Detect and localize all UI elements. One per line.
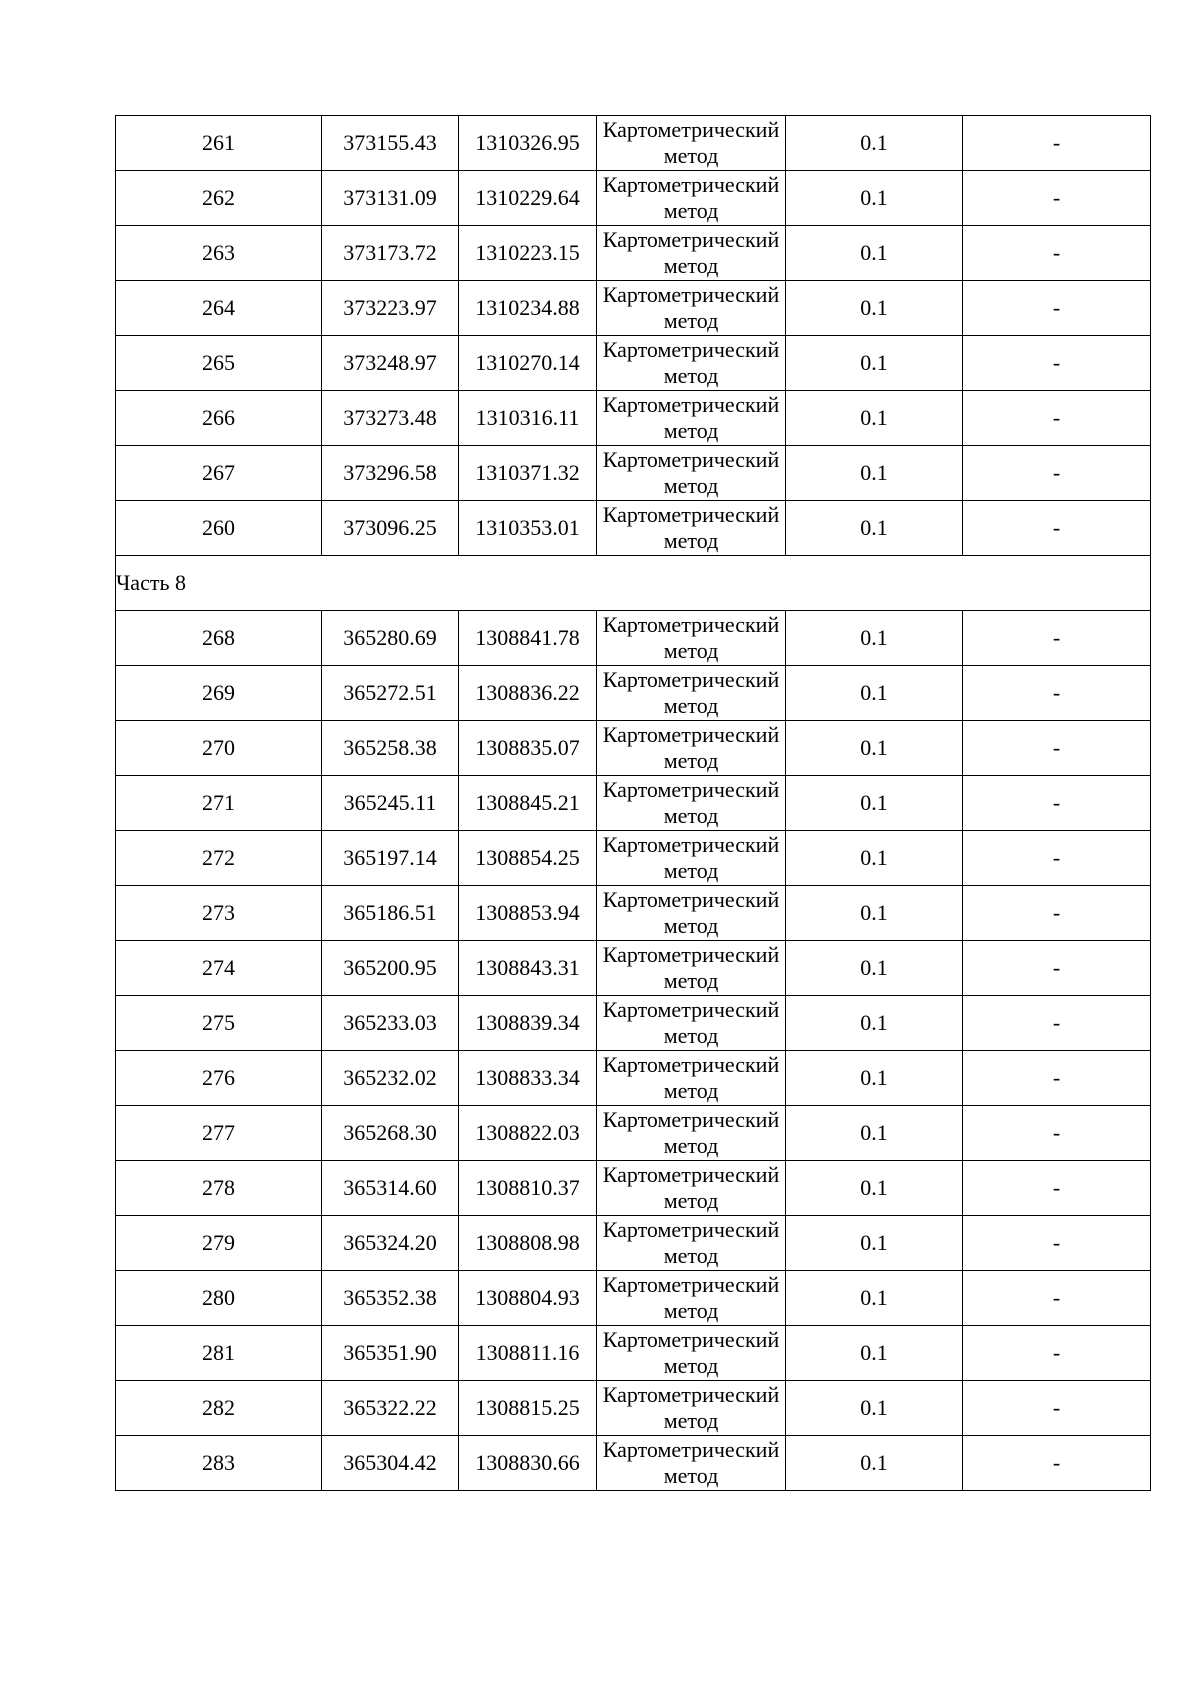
y-coordinate-cell: 1308804.93 [459, 1271, 597, 1326]
y-coordinate-cell: 1310223.15 [459, 226, 597, 281]
description-cell: - [963, 941, 1151, 996]
accuracy-cell: 0.1 [786, 391, 963, 446]
table-row [116, 1216, 1151, 1271]
accuracy-cell: 0.1 [786, 1381, 963, 1436]
accuracy-cell: 0.1 [786, 281, 963, 336]
y-coordinate-cell: 1308808.98 [459, 1216, 597, 1271]
table-row [116, 831, 1151, 886]
table-row [116, 336, 1151, 391]
accuracy-cell: 0.1 [786, 1436, 963, 1491]
table-row [116, 996, 1151, 1051]
x-coordinate-cell: 365280.69 [322, 611, 459, 666]
accuracy-cell: 0.1 [786, 941, 963, 996]
table-row [116, 776, 1151, 831]
x-coordinate-cell: 373096.25 [322, 501, 459, 556]
y-coordinate-cell: 1310234.88 [459, 281, 597, 336]
description-cell: - [963, 226, 1151, 281]
table-row [116, 721, 1151, 776]
point-number-cell: 262 [116, 171, 322, 226]
description-cell: - [963, 446, 1151, 501]
method-cell: Картометрический метод [597, 996, 786, 1051]
method-cell: Картометрический метод [597, 776, 786, 831]
x-coordinate-cell: 373173.72 [322, 226, 459, 281]
description-cell: - [963, 501, 1151, 556]
table-row [116, 501, 1151, 556]
accuracy-cell: 0.1 [786, 1106, 963, 1161]
accuracy-cell: 0.1 [786, 1216, 963, 1271]
method-cell: Картометрический метод [597, 116, 786, 171]
point-number-cell: 265 [116, 336, 322, 391]
accuracy-cell: 0.1 [786, 776, 963, 831]
x-coordinate-cell: 365314.60 [322, 1161, 459, 1216]
accuracy-cell: 0.1 [786, 721, 963, 776]
table-row [116, 226, 1151, 281]
x-coordinate-cell: 373155.43 [322, 116, 459, 171]
accuracy-cell: 0.1 [786, 1326, 963, 1381]
table-row [116, 281, 1151, 336]
method-cell: Картометрический метод [597, 171, 786, 226]
x-coordinate-cell: 373223.97 [322, 281, 459, 336]
table-row [116, 171, 1151, 226]
point-number-cell: 260 [116, 501, 322, 556]
table-row [116, 1381, 1151, 1436]
point-number-cell: 280 [116, 1271, 322, 1326]
table-row [116, 1051, 1151, 1106]
table-row [116, 611, 1151, 666]
description-cell: - [963, 336, 1151, 391]
y-coordinate-cell: 1308843.31 [459, 941, 597, 996]
x-coordinate-cell: 365232.02 [322, 1051, 459, 1106]
x-coordinate-cell: 373248.97 [322, 336, 459, 391]
table-row [116, 1436, 1151, 1491]
description-cell: - [963, 1381, 1151, 1436]
x-coordinate-cell: 373296.58 [322, 446, 459, 501]
point-number-cell: 269 [116, 666, 322, 721]
accuracy-cell: 0.1 [786, 996, 963, 1051]
point-number-cell: 261 [116, 116, 322, 171]
table-row [116, 941, 1151, 996]
method-cell: Картометрический метод [597, 1271, 786, 1326]
x-coordinate-cell: 365322.22 [322, 1381, 459, 1436]
accuracy-cell: 0.1 [786, 1161, 963, 1216]
table-row [116, 1106, 1151, 1161]
accuracy-cell: 0.1 [786, 886, 963, 941]
x-coordinate-cell: 365352.38 [322, 1271, 459, 1326]
point-number-cell: 271 [116, 776, 322, 831]
description-cell: - [963, 1216, 1151, 1271]
table-row [116, 1161, 1151, 1216]
y-coordinate-cell: 1308815.25 [459, 1381, 597, 1436]
point-number-cell: 278 [116, 1161, 322, 1216]
method-cell: Картометрический метод [597, 611, 786, 666]
x-coordinate-cell: 365304.42 [322, 1436, 459, 1491]
accuracy-cell: 0.1 [786, 501, 963, 556]
accuracy-cell: 0.1 [786, 336, 963, 391]
description-cell: - [963, 116, 1151, 171]
y-coordinate-cell: 1308841.78 [459, 611, 597, 666]
x-coordinate-cell: 365268.30 [322, 1106, 459, 1161]
method-cell: Картометрический метод [597, 391, 786, 446]
x-coordinate-cell: 365258.38 [322, 721, 459, 776]
point-number-cell: 276 [116, 1051, 322, 1106]
accuracy-cell: 0.1 [786, 831, 963, 886]
x-coordinate-cell: 365186.51 [322, 886, 459, 941]
method-cell: Картометрический метод [597, 1051, 786, 1106]
method-cell: Картометрический метод [597, 941, 786, 996]
description-cell: - [963, 281, 1151, 336]
description-cell: - [963, 1161, 1151, 1216]
description-cell: - [963, 611, 1151, 666]
y-coordinate-cell: 1308810.37 [459, 1161, 597, 1216]
accuracy-cell: 0.1 [786, 446, 963, 501]
y-coordinate-cell: 1310316.11 [459, 391, 597, 446]
description-cell: - [963, 1326, 1151, 1381]
description-cell: - [963, 886, 1151, 941]
y-coordinate-cell: 1310270.14 [459, 336, 597, 391]
point-number-cell: 277 [116, 1106, 322, 1161]
description-cell: - [963, 171, 1151, 226]
point-number-cell: 275 [116, 996, 322, 1051]
description-cell: - [963, 1106, 1151, 1161]
x-coordinate-cell: 365233.03 [322, 996, 459, 1051]
point-number-cell: 279 [116, 1216, 322, 1271]
coordinates-table [115, 115, 1151, 1491]
description-cell: - [963, 831, 1151, 886]
point-number-cell: 281 [116, 1326, 322, 1381]
description-cell: - [963, 1436, 1151, 1491]
y-coordinate-cell: 1310353.01 [459, 501, 597, 556]
method-cell: Картометрический метод [597, 226, 786, 281]
table-row [116, 1326, 1151, 1381]
y-coordinate-cell: 1308822.03 [459, 1106, 597, 1161]
description-cell: - [963, 721, 1151, 776]
method-cell: Картометрический метод [597, 666, 786, 721]
method-cell: Картометрический метод [597, 1216, 786, 1271]
y-coordinate-cell: 1310229.64 [459, 171, 597, 226]
accuracy-cell: 0.1 [786, 1051, 963, 1106]
y-coordinate-cell: 1308833.34 [459, 1051, 597, 1106]
point-number-cell: 266 [116, 391, 322, 446]
x-coordinate-cell: 365324.20 [322, 1216, 459, 1271]
method-cell: Картометрический метод [597, 886, 786, 941]
point-number-cell: 267 [116, 446, 322, 501]
x-coordinate-cell: 365200.95 [322, 941, 459, 996]
x-coordinate-cell: 373273.48 [322, 391, 459, 446]
point-number-cell: 274 [116, 941, 322, 996]
table-row [116, 886, 1151, 941]
accuracy-cell: 0.1 [786, 666, 963, 721]
method-cell: Картометрический метод [597, 721, 786, 776]
point-number-cell: 264 [116, 281, 322, 336]
method-cell: Картометрический метод [597, 831, 786, 886]
table-row [116, 1271, 1151, 1326]
x-coordinate-cell: 373131.09 [322, 171, 459, 226]
y-coordinate-cell: 1308811.16 [459, 1326, 597, 1381]
section-title: Часть 8 [116, 556, 1151, 611]
method-cell: Картометрический метод [597, 446, 786, 501]
point-number-cell: 263 [116, 226, 322, 281]
description-cell: - [963, 1271, 1151, 1326]
method-cell: Картометрический метод [597, 336, 786, 391]
accuracy-cell: 0.1 [786, 116, 963, 171]
description-cell: - [963, 391, 1151, 446]
coordinates-table-body [116, 116, 1151, 1491]
y-coordinate-cell: 1310371.32 [459, 446, 597, 501]
y-coordinate-cell: 1310326.95 [459, 116, 597, 171]
method-cell: Картометрический метод [597, 1436, 786, 1491]
point-number-cell: 273 [116, 886, 322, 941]
method-cell: Картометрический метод [597, 1106, 786, 1161]
x-coordinate-cell: 365245.11 [322, 776, 459, 831]
accuracy-cell: 0.1 [786, 611, 963, 666]
x-coordinate-cell: 365272.51 [322, 666, 459, 721]
method-cell: Картометрический метод [597, 281, 786, 336]
method-cell: Картометрический метод [597, 1161, 786, 1216]
x-coordinate-cell: 365197.14 [322, 831, 459, 886]
y-coordinate-cell: 1308845.21 [459, 776, 597, 831]
table-row [116, 391, 1151, 446]
accuracy-cell: 0.1 [786, 1271, 963, 1326]
y-coordinate-cell: 1308835.07 [459, 721, 597, 776]
point-number-cell: 282 [116, 1381, 322, 1436]
y-coordinate-cell: 1308830.66 [459, 1436, 597, 1491]
point-number-cell: 283 [116, 1436, 322, 1491]
method-cell: Картометрический метод [597, 1381, 786, 1436]
point-number-cell: 270 [116, 721, 322, 776]
x-coordinate-cell: 365351.90 [322, 1326, 459, 1381]
y-coordinate-cell: 1308854.25 [459, 831, 597, 886]
description-cell: - [963, 996, 1151, 1051]
point-number-cell: 268 [116, 611, 322, 666]
section-header-row [116, 556, 1151, 611]
description-cell: - [963, 666, 1151, 721]
description-cell: - [963, 1051, 1151, 1106]
method-cell: Картометрический метод [597, 501, 786, 556]
y-coordinate-cell: 1308853.94 [459, 886, 597, 941]
description-cell: - [963, 776, 1151, 831]
method-cell: Картометрический метод [597, 1326, 786, 1381]
y-coordinate-cell: 1308836.22 [459, 666, 597, 721]
accuracy-cell: 0.1 [786, 226, 963, 281]
table-row [116, 446, 1151, 501]
accuracy-cell: 0.1 [786, 171, 963, 226]
table-row [116, 666, 1151, 721]
point-number-cell: 272 [116, 831, 322, 886]
table-row [116, 116, 1151, 171]
y-coordinate-cell: 1308839.34 [459, 996, 597, 1051]
